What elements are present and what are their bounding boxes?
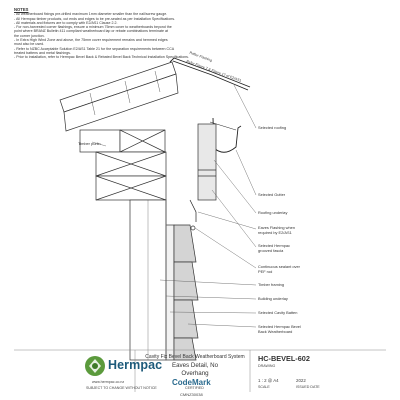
scale-value: 1 : 2 @ A4: [258, 378, 279, 383]
drawing-label: DRAWING: [258, 364, 276, 368]
note-item: - In Extra High Wind Zone and above, the 75mm cover requirement remains and hemmed edges: [14, 38, 168, 43]
note-item: - All weatherboard fixings pre-drilled maximum 1mm diameter smaller than the nail/screw gauge.: [14, 12, 168, 17]
fascia: [198, 124, 216, 200]
codemark-certified: CERTIFIED: [185, 386, 204, 390]
leader-weatherboard: [188, 324, 256, 327]
drawing-title-line2: Overhang: [181, 370, 209, 377]
leader-sealant-pef: [195, 228, 256, 268]
callout-selected-gutter: Selected Gutter: [258, 192, 286, 197]
scale-label: SCALE: [258, 385, 270, 389]
gutter-profile: [213, 118, 241, 152]
note-item: must also be used.: [14, 42, 45, 47]
callout-eaves-flashing: Eaves Flashing when required by E2/AS1: [258, 225, 295, 235]
brand-name: Hermpac: [108, 358, 163, 372]
callout-weatherboard: Selected Hermpac Bevel Back Weatherboard: [258, 324, 301, 334]
system-name: Cavity Fix Bevel Back Weatherboard System: [145, 354, 245, 360]
callout-grooved-fascia: Selected Hermpac grooved fascia: [258, 243, 291, 253]
note-item: the corner junction.: [14, 33, 45, 38]
weatherboard: [174, 300, 198, 338]
issued-label: ISSUED DATE: [296, 385, 320, 389]
notes-title: NOTES: [14, 7, 29, 12]
callout-sealant-pef: Continuous sealant over PEF rod: [258, 264, 300, 274]
roof-rafter-assembly: [60, 62, 178, 131]
cavity-batten: [166, 225, 174, 360]
callout-timber-purlin: Timber purlin: [78, 141, 101, 146]
leader-selected-roofing: [234, 85, 256, 128]
eaves-flashing: [190, 200, 196, 222]
pef-rod: [191, 226, 195, 230]
callout-building-underlay: Building underlay: [258, 296, 288, 301]
codemark-logo-text: CodeMark: [172, 378, 211, 387]
note-item: - Refer to NZBC Acceptable Solution E2/AS1 Table 21 for the separation requirements between CCA: [14, 46, 175, 51]
note-item: point where BRANZ Bulletin 411 compliant weatherboard lap or rebate combinations terminate at: [14, 29, 168, 34]
issued-year: 2022: [296, 378, 306, 383]
rafter-flashing-sub: Refer Figure 7 & Figure 17 of E2/AS1: [185, 58, 242, 83]
leader-eaves-flashing: [198, 212, 256, 229]
leader-selected-gutter: [236, 150, 256, 195]
cert-number: CMNZ30038: [180, 392, 203, 397]
note-item: - All materials and fixtures are to comply with E2/AS1 Clause 2.2.: [14, 20, 118, 25]
note-item: - For non-harvested corner flashings, ensure a minimum 75mm cover to weatherboards beyond the: [14, 25, 172, 30]
leader-grooved-fascia: [212, 190, 256, 247]
rafter-flashing-title: Rafter Flashing: [189, 50, 213, 63]
note-item: - All Hermpac timber products, cut ends and edges to be pre-sealed as per Installation Specifications.: [14, 16, 176, 21]
callout-selected-roofing: Selected roofing: [258, 125, 287, 130]
drawing-number: HC-BEVEL-602: [258, 354, 310, 363]
callout-roofing-underlay: Roofing underlay: [258, 210, 288, 215]
note-item: - Prior to installation, refer to Hermpac Bevel Back & Rebated Bevel Back Technical Installation Specifications.: [14, 55, 189, 60]
drawing-title-line1: Eaves Detail, No: [171, 362, 219, 369]
weatherboard: [174, 225, 196, 262]
hermpac-logo-icon: [84, 355, 106, 377]
callout-timber-framing: Timber framing: [258, 282, 285, 287]
disclaimer-text: SUBJECT TO CHANGE WITHOUT NOTICE: [86, 386, 157, 390]
note-item: treated battens and metal flashings.: [14, 50, 71, 55]
leader-roofing-underlay: [214, 160, 256, 213]
brand-website: www.hermpac.co.nz: [92, 380, 125, 384]
callout-cavity-batten: Selected Cavity Batten: [258, 310, 298, 315]
grooved-fascia-board: [198, 124, 216, 200]
cladding: [166, 200, 198, 360]
